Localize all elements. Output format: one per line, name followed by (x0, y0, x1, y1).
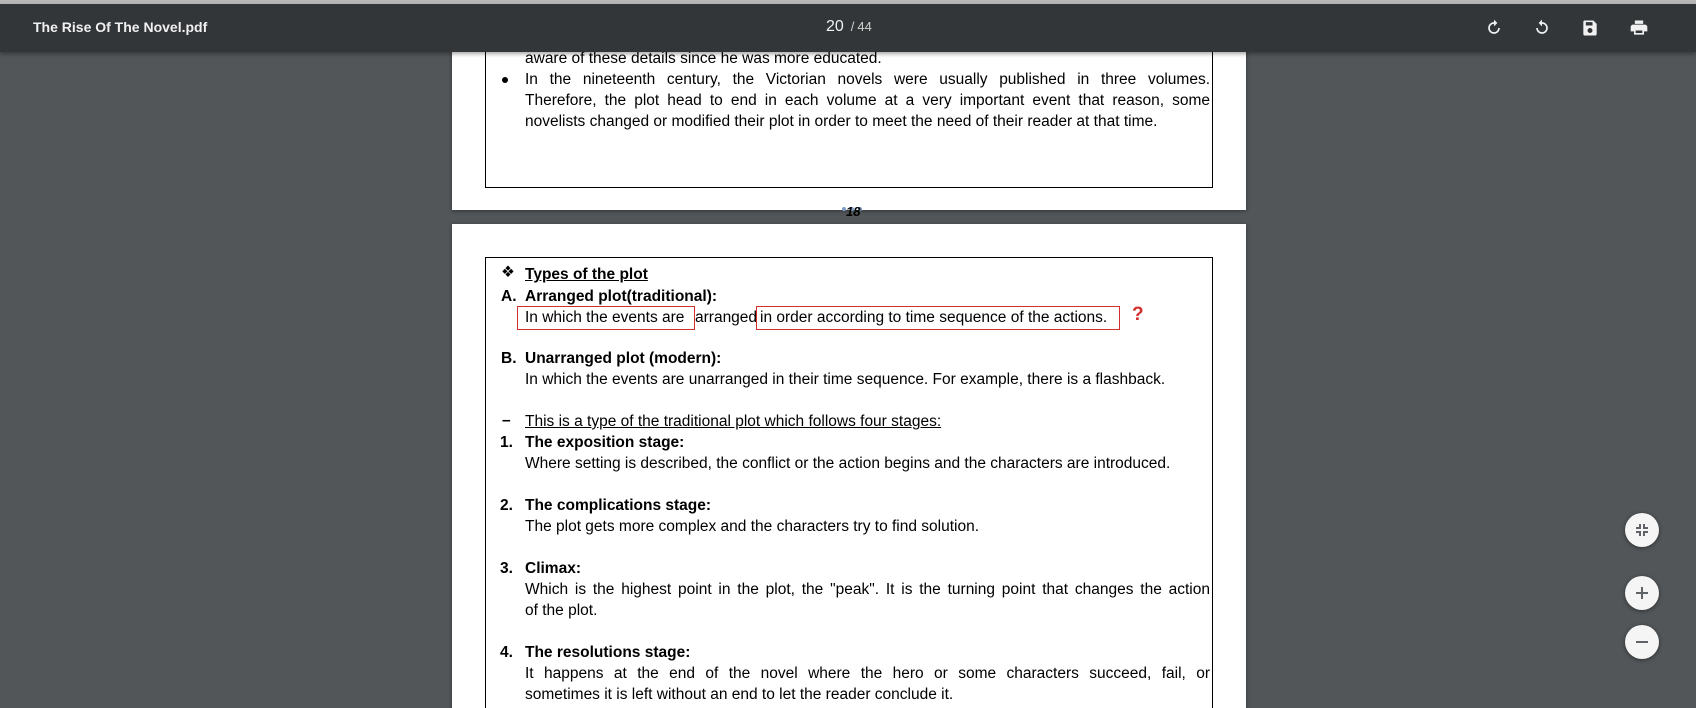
rotate-clockwise-button[interactable] (1480, 14, 1508, 42)
section-heading: Types of the plot (525, 266, 648, 283)
item-text: In which the events are unarranged in their time sequence. For example, there is a flashback. (525, 371, 1166, 388)
item-text-part: In which the events are (525, 309, 685, 326)
list-marker: 2. (500, 497, 513, 514)
rotate-counterclockwise-button[interactable] (1528, 14, 1556, 42)
bullet-line: novelists changed or modified their plot in order to meet the need of their reader at that time. (525, 113, 1158, 130)
list-marker: 3. (500, 560, 513, 577)
paragraph-line: aware of these details since he was more educated. (525, 52, 882, 67)
list-marker: B. (501, 350, 517, 367)
stage-text: sometimes it is left without an end to let the reader conclude it. (525, 686, 954, 703)
stage-title: The exposition stage: (525, 434, 685, 451)
save-icon (1580, 18, 1600, 38)
heading-marker: ❖ (501, 264, 515, 281)
bullet-line: Therefore, the plot head to end in each volume at a very important event that reason, some (525, 92, 1210, 109)
page-number: 18 (846, 204, 861, 219)
stage-text: Where setting is described, the conflict or the action begins and the characters are introduced. (525, 455, 1171, 472)
fit-page-icon (1634, 522, 1650, 538)
stage-text: Which is the highest point in the plot, the "peak". It is the turning point that changes the action (525, 581, 1210, 598)
list-marker: 1. (500, 434, 513, 451)
subheading: This is a type of the traditional plot which follows four stages: (525, 413, 942, 430)
stage-text: It happens at the end of the novel where the hero or some characters succeed, fail, or (525, 665, 1210, 682)
item-text-part: arranged (695, 309, 758, 326)
list-marker: 4. (500, 644, 513, 661)
list-marker: A. (501, 288, 517, 305)
page-separator: / (850, 19, 855, 34)
bullet-point (502, 77, 508, 83)
pdf-page-current (452, 224, 1246, 708)
document-title: The Rise Of The Novel.pdf (33, 19, 208, 35)
zoom-in-icon (1634, 585, 1650, 601)
list-marker: – (502, 412, 511, 429)
stage-title: The complications stage: (525, 497, 712, 514)
stage-title: Climax: (525, 560, 581, 577)
bullet-line: In the nineteenth century, the Victorian novels were usually published in three volumes. (525, 71, 1210, 88)
zoom-in-button[interactable] (1625, 576, 1659, 610)
pdf-page-previous (452, 52, 1246, 219)
print-button[interactable] (1625, 14, 1653, 42)
item-title: Arranged plot(traditional): (525, 288, 718, 305)
print-icon (1629, 18, 1649, 38)
fit-page-button[interactable] (1625, 513, 1659, 547)
save-button[interactable] (1576, 14, 1604, 42)
stage-text: of the plot. (525, 602, 598, 619)
item-text-part: in order according to time sequence of the actions. (760, 309, 1108, 326)
document-viewer[interactable] (0, 52, 1696, 708)
stage-title: The resolutions stage: (525, 644, 691, 661)
page-indicator (822, 18, 872, 36)
item-title: Unarranged plot (modern): (525, 350, 722, 367)
annotation-question-mark[interactable]: ? (1132, 304, 1144, 325)
zoom-out-icon (1634, 634, 1650, 650)
rotate-clockwise-icon (1484, 18, 1504, 38)
stage-text: The plot gets more complex and the characters try to find solution. (525, 518, 980, 535)
total-pages: 44 (857, 19, 872, 34)
rotate-counterclockwise-icon (1532, 18, 1552, 38)
pdf-toolbar (0, 4, 1696, 52)
zoom-out-button[interactable] (1625, 625, 1659, 659)
current-page-input[interactable]: 20 (826, 18, 844, 35)
